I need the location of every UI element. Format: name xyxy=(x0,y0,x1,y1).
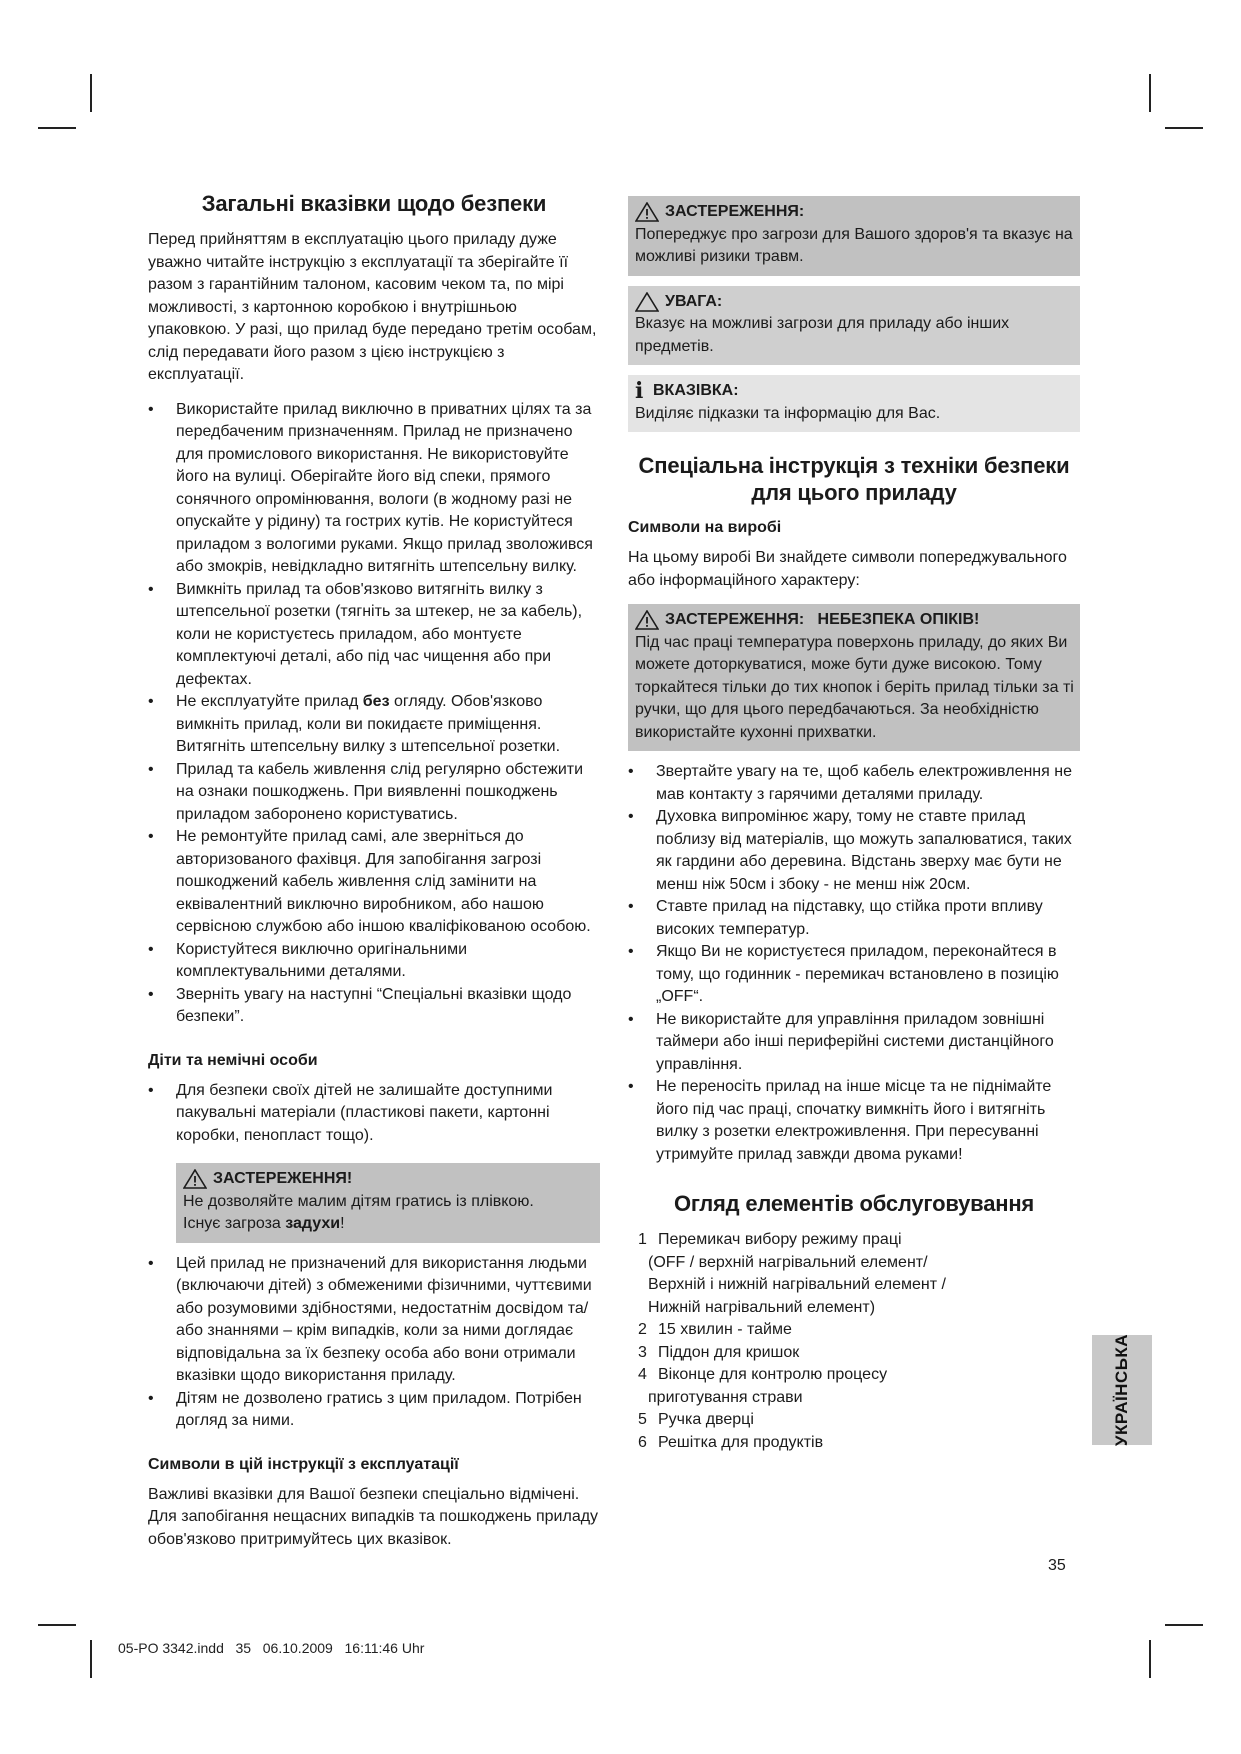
crop-mark xyxy=(90,1640,92,1678)
list-item: • Вимкніть прилад та обов'язково витягніть вилку з штепсельної розетки (тягніть за штекер, не за кабель), коли не користуєтесь приладом, або монтуєте комплектуючі деталі, або під час чищення або при дефектах. xyxy=(148,579,600,692)
box-title: ЗАСТЕРЕЖЕННЯ! xyxy=(183,1168,594,1191)
page-number: 35 xyxy=(1048,1557,1066,1574)
list-item: 2 15 хвилин - тайме xyxy=(638,1321,792,1338)
language-tab xyxy=(1092,1335,1152,1445)
list-item: • Не переносіть прилад на інше місце та не піднімайте його під час праці, спочатку вимкніть його і витягніть вилку з розетки електроживлення. При пересуванні утримуйте прилад завжди двома руками! xyxy=(628,1076,1080,1166)
parts-list xyxy=(628,1229,1080,1454)
overview-title: Огляд елементів обслуговування xyxy=(673,1191,1035,1216)
crop-mark xyxy=(1165,1624,1203,1626)
device-safety-bullets xyxy=(628,761,1080,1166)
warning-legend-box xyxy=(628,196,1080,276)
safety-bullets xyxy=(148,399,600,1029)
info-icon: i xyxy=(635,378,644,405)
box-line: Не дозволяйте малим дітям гратись із плівкою. xyxy=(183,1192,534,1210)
list-item: • Духовка випромінює жару, тому не ставте прилад поблизу від матеріалів, що можуть запалюватися, таких як гардини або деревина. Відстань зверху має бути не менш ніж 50см і збоку - не менш ніж 20см. xyxy=(628,806,1080,896)
caution-triangle-icon xyxy=(635,292,659,312)
box-title: i ВКАЗІВКА: xyxy=(635,378,739,405)
list-item: • Не використайте для управління приладом зовнішні таймери або інші периферійні системи дистанційного управління. xyxy=(628,1009,1080,1077)
special-safety-title: Спеціальна інструкція з техніки безпеки для цього приладу xyxy=(638,453,1070,505)
list-item: 6 Решітка для продуктів xyxy=(638,1433,824,1451)
product-symbols-heading: Символи на виробі xyxy=(628,519,782,536)
crop-mark xyxy=(38,1624,76,1626)
list-item: 4 Віконце для контролю процесу приготування страви xyxy=(638,1366,888,1406)
list-item: 3 Піддон для кришок xyxy=(638,1343,800,1361)
children-bullets-2 xyxy=(148,1253,600,1433)
warning-triangle-icon xyxy=(635,202,659,222)
suffocation-warning-box xyxy=(176,1163,600,1243)
box-title: ЗАСТЕРЕЖЕННЯ: xyxy=(635,201,1074,224)
box-text: Вказує на можливі загрози для приладу або інших предметів. xyxy=(635,315,1010,355)
right-column xyxy=(628,196,1080,1454)
crop-mark xyxy=(1149,74,1151,112)
crop-mark xyxy=(1165,127,1203,129)
emphasis: без xyxy=(362,693,390,710)
list-item: • Користуйтеся виключно оригінальними комплектувальними деталями. xyxy=(148,939,600,984)
product-symbols-text: На цьому виробі Ви знайдете символи попереджувального або інформаційного характеру: xyxy=(628,549,1067,589)
crop-mark xyxy=(38,127,76,129)
burn-warning-box xyxy=(628,604,1080,751)
list-item: • Прилад та кабель живлення слід регулярно обстежити на ознаки пошкоджень. При виявленні пошкоджень приладом заборонено користуватись. xyxy=(148,759,600,827)
box-text: Під час праці температура поверхонь приладу, до яких Ви можете доторкуватися, може бути дуже високою. Тому торкайтеся тільки до тих кнопок і беріть прилад тільки за ті ручки, що для цього передбачаються. За необхідністю використайте кухонні прихватки. xyxy=(635,633,1074,741)
symbols-manual-heading: Символи в цій інструкції з експлуатації xyxy=(148,1455,459,1473)
language-tab-label: УКРАЇНСЬКА xyxy=(1112,1333,1132,1447)
list-item: • Використайте прилад виключно в приватних цілях та за передбаченим призначенням. Прилад не призначено для промислового використання. Не використовуйте його на вулиці. Оберігайте його від спеки, прямого сонячного опромінювання, вологи (в жодному разі не опускайте у рідину) та гострих кутів. Не користуйтеся приладом з вологими руками. Якщо прилад зволожився або змокрів, невідкладно витягніть штепсельну вилку. xyxy=(148,399,600,579)
general-safety-title: Загальні вказівки щодо безпеки xyxy=(201,191,547,216)
list-item: • Не ремонтуйте прилад самі, але зверніться до авторизованого фахівця. Для запобігання загрозі пошкоджений кабель живлення слід замінити на еквівалентний виключно виробником, або нашою сервісною службою або іншою кваліфікованою особою. xyxy=(148,826,600,939)
caution-legend-box xyxy=(628,286,1080,366)
list-item: • Ставте прилад на підставку, що стійка проти впливу високих температур. xyxy=(628,896,1080,941)
warning-triangle-icon xyxy=(635,610,659,630)
list-item: • Зверніть увагу на наступні “Спеціальні вказівки щодо безпеки”. xyxy=(148,984,600,1029)
children-heading: Діти та немічні особи xyxy=(148,1051,318,1069)
crop-mark xyxy=(90,74,92,112)
box-line: Існує загроза задухи! xyxy=(183,1215,345,1232)
list-item: 1 Перемикач вибору режиму праці (OFF / верхній нагрівальний елемент/ Верхній і нижній нагрівальний елемент / Нижній нагрівальний елемент) xyxy=(638,1231,946,1316)
note-legend-box xyxy=(628,375,1080,432)
list-item: • Для безпеки своїх дітей не залишайте доступними пакувальні матеріали (пластикові пакети, картонні коробки, пенопласт тощо). xyxy=(148,1080,600,1148)
list-item: • Дітям не дозволено гратись з цим приладом. Потрібен догляд за ними. xyxy=(148,1388,600,1433)
list-item: 5 Ручка дверці xyxy=(638,1411,754,1428)
children-bullets xyxy=(148,1080,600,1148)
box-text: Виділяє підказки та інформацію для Вас. xyxy=(635,404,941,422)
box-title: ЗАСТЕРЕЖЕННЯ: НЕБЕЗПЕКА ОПІКІВ! xyxy=(635,609,1074,632)
crop-mark xyxy=(1149,1640,1151,1678)
box-title: УВАГА: xyxy=(635,291,1074,314)
box-text: Попереджує про загрози для Вашого здоров'я та вказує на можливі ризики травм. xyxy=(635,225,1073,265)
list-item: • Не експлуатуйте прилад без огляду. Обов'язково вимкніть прилад, коли ви покидаєте приміщення. Витягніть штепсельну вилку з штепсельної розетки. xyxy=(148,691,600,759)
safety-intro: Перед прийняттям в експлуатацію цього приладу дуже уважно читайте інструкцію з експлуатації та зберігайте її разом з гарантійним талоном, касовим чеком та, по мірі можливості, з картонною коробкою і внутрішньою упаковкою. У разі, що прилад буде передано третім особам, слід передавати його разом з цією інструкцією з експлуатації. xyxy=(148,231,597,383)
left-column xyxy=(148,190,600,1563)
list-item: • Цей прилад не призначений для використання людьми (включаючи дітей) з обмеженими фізичними, чуттєвими або розумовими здібностями, недостатнім досвідом та/ або знаннями – крім випадків, коли за ними доглядає відповідальна за їх безпеку особа або вони отримали вказівки щодо використання приладу. xyxy=(148,1253,600,1388)
symbols-manual-text: Важливі вказівки для Вашої безпеки спеціально відмічені. Для запобігання нещасних випадків та пошкоджень приладу обов'язково притримуйтесь цих вказівок. xyxy=(148,1485,599,1548)
warning-triangle-icon xyxy=(183,1169,207,1189)
list-item: • Якщо Ви не користуєтеся приладом, переконайтеся в тому, що годинник - перемикач встановлено в позицію „OFF“. xyxy=(628,941,1080,1009)
list-item: • Звертайте увагу на те, щоб кабель електроживлення не мав контакту з гарячими деталями приладу. xyxy=(628,761,1080,806)
print-footer: 05-PO 3342.indd 35 06.10.2009 16:11:46 Uhr xyxy=(118,1640,425,1656)
